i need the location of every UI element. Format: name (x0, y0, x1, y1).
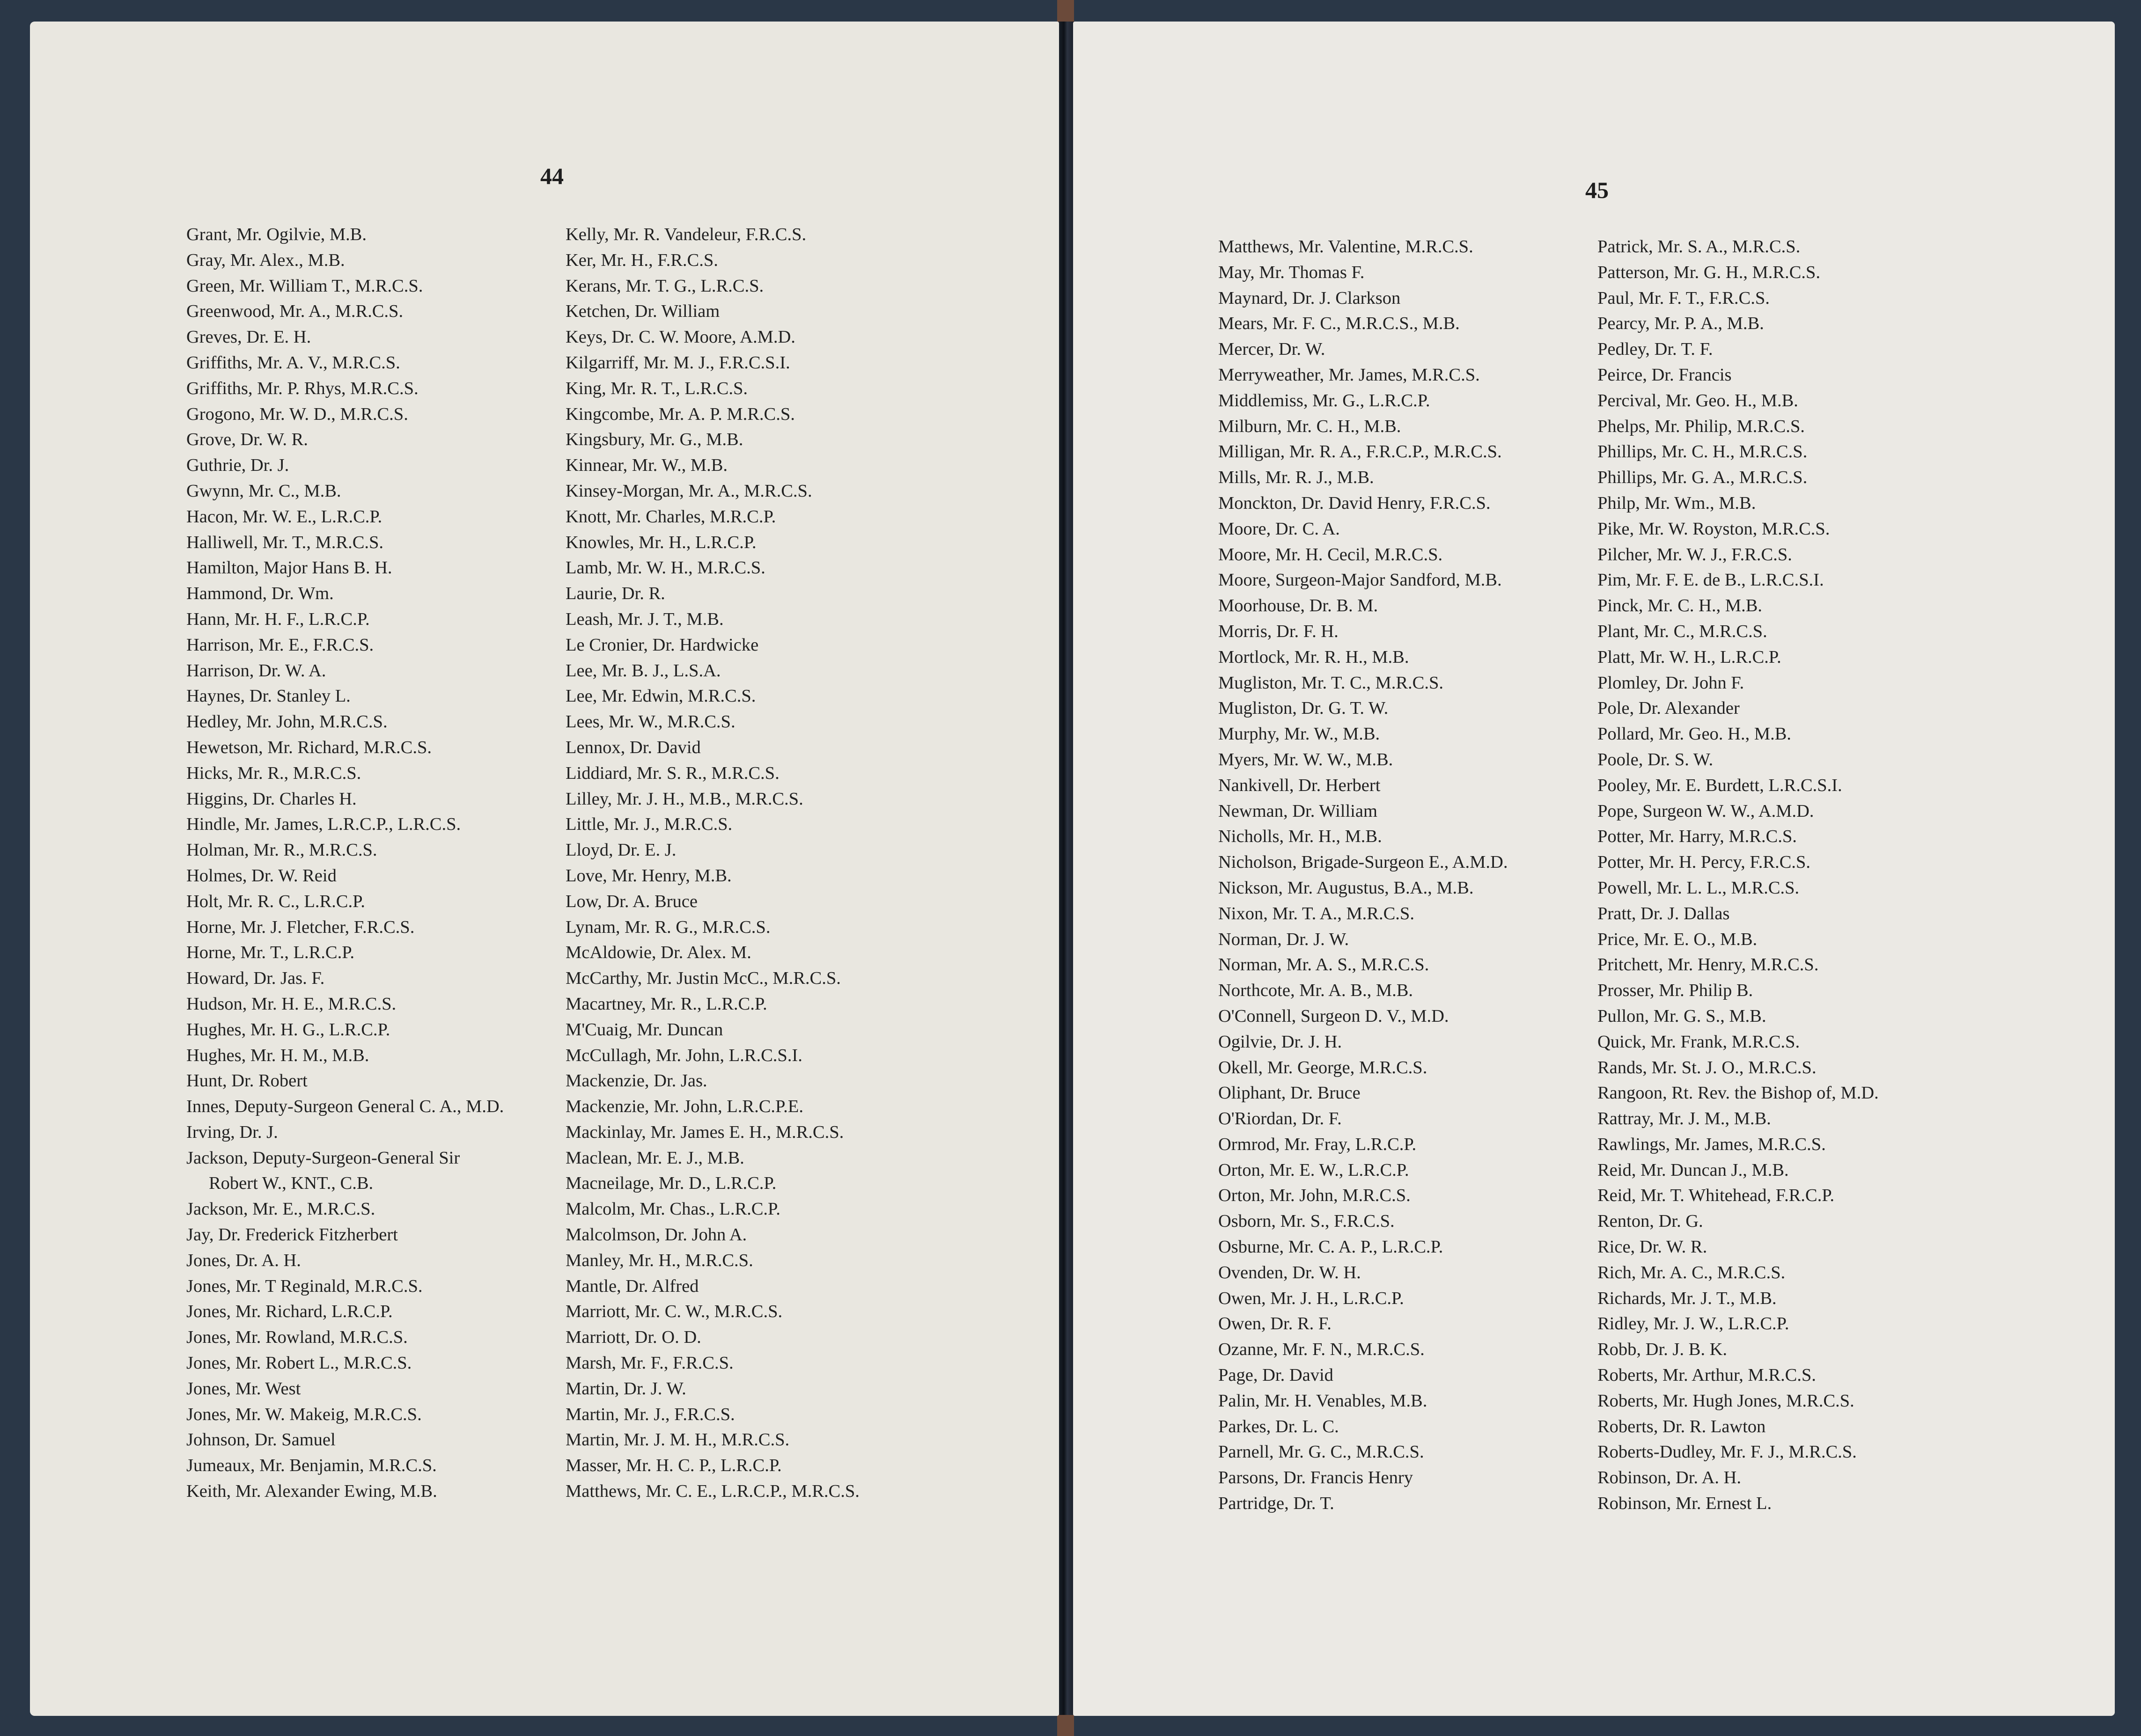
list-entry: Lamb, Mr. W. H., M.R.C.S. (566, 558, 765, 578)
list-entry: Liddiard, Mr. S. R., M.R.C.S. (566, 763, 780, 783)
list-entry: Monckton, Dr. David Henry, F.R.C.S. (1218, 493, 1491, 513)
list-entry: Marsh, Mr. F., F.R.C.S. (566, 1353, 734, 1373)
list-entry: Phillips, Mr. G. A., M.R.C.S. (1597, 468, 1808, 488)
list-entry: Rice, Dr. W. R. (1597, 1237, 1707, 1257)
list-entry: Marriott, Mr. C. W., M.R.C.S. (566, 1302, 783, 1322)
list-entry: Moore, Mr. H. Cecil, M.R.C.S. (1218, 544, 1443, 564)
list-entry: Hunt, Dr. Robert (186, 1071, 308, 1091)
list-entry: Quick, Mr. Frank, M.R.C.S. (1597, 1032, 1800, 1052)
list-entry: Poole, Dr. S. W. (1597, 749, 1714, 769)
list-entry: Pratt, Dr. J. Dallas (1597, 903, 1730, 923)
name-list-column-4 (1597, 234, 1879, 1516)
list-entry: Palin, Mr. H. Venables, M.B. (1218, 1391, 1427, 1411)
list-entry: McCarthy, Mr. Justin McC., M.R.C.S. (566, 968, 841, 989)
list-entry: Innes, Deputy-Surgeon General C. A., M.D. (186, 1097, 504, 1117)
list-entry: Pooley, Mr. E. Burdett, L.R.C.S.I. (1597, 775, 1842, 795)
list-entry: Ketchen, Dr. William (566, 301, 720, 322)
list-entry: Jones, Mr. Richard, L.R.C.P. (186, 1302, 393, 1322)
list-entry: Orton, Mr. John, M.R.C.S. (1218, 1186, 1411, 1206)
list-entry: Kerans, Mr. T. G., L.R.C.S. (566, 276, 764, 296)
list-entry: Roberts, Mr. Arthur, M.R.C.S. (1597, 1365, 1816, 1385)
list-entry: Middlemiss, Mr. G., L.R.C.P. (1218, 390, 1430, 410)
list-entry: Love, Mr. Henry, M.B. (566, 865, 732, 886)
list-entry: Pilcher, Mr. W. J., F.R.C.S. (1597, 544, 1792, 564)
list-entry: Horne, Mr. J. Fletcher, F.R.C.S. (186, 917, 415, 937)
list-entry: Pullon, Mr. G. S., M.B. (1597, 1006, 1766, 1026)
list-entry: Grant, Mr. Ogilvie, M.B. (186, 225, 367, 244)
list-entry: Okell, Mr. George, M.R.C.S. (1218, 1057, 1427, 1077)
list-entry: McAldowie, Dr. Alex. M. (566, 943, 751, 963)
list-entry: Knott, Mr. Charles, M.R.C.P. (566, 506, 776, 527)
list-entry: Robinson, Mr. Ernest L. (1597, 1494, 1772, 1514)
name-list-column-2 (566, 222, 860, 1504)
list-entry: Griffiths, Mr. P. Rhys, M.R.C.S. (186, 378, 419, 398)
list-entry: Renton, Dr. G. (1597, 1211, 1703, 1231)
list-entry: Holt, Mr. R. C., L.R.C.P. (186, 891, 365, 911)
list-entry: Matthews, Mr. Valentine, M.R.C.S. (1218, 237, 1473, 256)
list-entry: Jackson, Mr. E., M.R.C.S. (186, 1199, 375, 1219)
list-entry: Phillips, Mr. C. H., M.R.C.S. (1597, 442, 1808, 462)
list-entry: Prosser, Mr. Philip B. (1597, 981, 1753, 1001)
list-entry: Macartney, Mr. R., L.R.C.P. (566, 994, 767, 1014)
list-entry: Moore, Surgeon-Major Sandford, M.B. (1218, 570, 1502, 590)
list-entry: Haynes, Dr. Stanley L. (186, 686, 351, 706)
list-entry: Kinnear, Mr. W., M.B. (566, 455, 728, 476)
list-entry: Mackenzie, Dr. Jas. (566, 1071, 707, 1091)
list-entry: Milburn, Mr. C. H., M.B. (1218, 416, 1401, 436)
list-entry: Harrison, Dr. W. A. (186, 660, 326, 681)
list-entry: O'Riordan, Dr. F. (1218, 1109, 1342, 1129)
list-entry: Ozanne, Mr. F. N., M.R.C.S. (1218, 1340, 1425, 1360)
list-entry: Lee, Mr. Edwin, M.R.C.S. (566, 686, 756, 706)
list-entry: Pinck, Mr. C. H., M.B. (1597, 596, 1762, 616)
list-entry: Mantle, Dr. Alfred (566, 1276, 699, 1296)
list-entry: Hewetson, Mr. Richard, M.R.C.S. (186, 737, 432, 757)
list-entry: Pim, Mr. F. E. de B., L.R.C.S.I. (1597, 570, 1824, 590)
list-entry: Hughes, Mr. H. M., M.B. (186, 1045, 369, 1065)
list-entry: Martin, Mr. J., F.R.C.S. (566, 1404, 735, 1424)
list-entry: Parkes, Dr. L. C. (1218, 1416, 1339, 1436)
list-entry: Kingsbury, Mr. G., M.B. (566, 430, 743, 450)
list-entry: Owen, Dr. R. F. (1218, 1314, 1332, 1334)
list-entry: Hedley, Mr. John, M.R.C.S. (186, 712, 388, 732)
list-entry: King, Mr. R. T., L.R.C.S. (566, 378, 748, 398)
list-entry: Phelps, Mr. Philip, M.R.C.S. (1597, 416, 1805, 436)
list-entry: Malcolmson, Dr. John A. (566, 1225, 747, 1245)
list-entry: Pritchett, Mr. Henry, M.R.C.S. (1597, 955, 1819, 975)
list-entry: Robert W., KNT., C.B. (209, 1173, 374, 1194)
list-entry: Powell, Mr. L. L., M.R.C.S. (1597, 878, 1800, 898)
list-entry: Halliwell, Mr. T., M.R.C.S. (186, 532, 384, 552)
list-entry: Roberts, Dr. R. Lawton (1597, 1416, 1766, 1436)
list-entry: Merryweather, Mr. James, M.R.C.S. (1218, 365, 1480, 385)
list-entry: Rattray, Mr. J. M., M.B. (1597, 1109, 1771, 1129)
list-entry: Robb, Dr. J. B. K. (1597, 1340, 1728, 1360)
list-entry: Oliphant, Dr. Bruce (1218, 1083, 1361, 1103)
gutter-binding-strip-bottom (1057, 1715, 1074, 1736)
list-entry: Owen, Mr. J. H., L.R.C.P. (1218, 1288, 1404, 1308)
left-page (30, 22, 1059, 1716)
list-entry: Lloyd, Dr. E. J. (566, 840, 677, 860)
book-gutter (1057, 0, 1074, 1736)
list-entry: Maynard, Dr. J. Clarkson (1218, 288, 1401, 308)
list-entry: Marriott, Dr. O. D. (566, 1327, 701, 1348)
list-entry: Robinson, Dr. A. H. (1597, 1468, 1741, 1488)
list-entry: Pedley, Dr. T. F. (1597, 339, 1713, 359)
list-entry: Pearcy, Mr. P. A., M.B. (1597, 314, 1764, 334)
list-entry: Rands, Mr. St. J. O., M.R.C.S. (1597, 1057, 1817, 1077)
list-entry: Potter, Mr. Harry, M.R.C.S. (1597, 827, 1797, 847)
list-entry: Ogilvie, Dr. J. H. (1218, 1032, 1342, 1052)
list-entry: Pike, Mr. W. Royston, M.R.C.S. (1597, 519, 1830, 539)
list-entry: Kelly, Mr. R. Vandeleur, F.R.C.S. (566, 225, 807, 244)
list-entry: Gwynn, Mr. C., M.B. (186, 481, 341, 501)
list-entry: Green, Mr. William T., M.R.C.S. (186, 276, 423, 296)
list-entry: Mears, Mr. F. C., M.R.C.S., M.B. (1218, 314, 1460, 334)
page-number-left: 44 (540, 163, 564, 189)
list-entry: Lynam, Mr. R. G., M.R.C.S. (566, 917, 771, 937)
list-entry: Lennox, Dr. David (566, 737, 701, 757)
list-entry: Maclean, Mr. E. J., M.B. (566, 1148, 744, 1168)
list-entry: Lees, Mr. W., M.R.C.S. (566, 712, 736, 732)
list-entry: Plomley, Dr. John F. (1597, 673, 1744, 693)
list-entry: Nicholson, Brigade-Surgeon E., A.M.D. (1218, 852, 1508, 872)
list-entry: Kilgarriff, Mr. M. J., F.R.C.S.I. (566, 352, 790, 373)
list-entry: Howard, Dr. Jas. F. (186, 968, 325, 989)
list-entry: Lee, Mr. B. J., L.S.A. (566, 660, 721, 681)
list-entry: Jay, Dr. Frederick Fitzherbert (186, 1225, 398, 1245)
list-entry: Osburne, Mr. C. A. P., L.R.C.P. (1218, 1237, 1443, 1257)
list-entry: Grove, Dr. W. R. (186, 430, 308, 450)
list-entry: Page, Dr. David (1218, 1365, 1333, 1385)
list-entry: Laurie, Dr. R. (566, 584, 665, 604)
list-entry: Manley, Mr. H., M.R.C.S. (566, 1250, 753, 1270)
list-entry: Jones, Mr. T Reginald, M.R.C.S. (186, 1276, 423, 1296)
list-entry: Higgins, Dr. Charles H. (186, 789, 357, 809)
list-entry: Mercer, Dr. W. (1218, 339, 1325, 359)
list-entry: Moore, Dr. C. A. (1218, 519, 1340, 539)
list-entry: Pollard, Mr. Geo. H., M.B. (1597, 724, 1791, 744)
list-entry: Newman, Dr. William (1218, 801, 1377, 821)
list-entry: M'Cuaig, Mr. Duncan (566, 1019, 723, 1040)
list-entry: Rich, Mr. A. C., M.R.C.S. (1597, 1262, 1786, 1282)
list-entry: Hamilton, Major Hans B. H. (186, 558, 392, 578)
list-entry: Grogono, Mr. W. D., M.R.C.S. (186, 404, 408, 424)
list-entry: Mugliston, Dr. G. T. W. (1218, 698, 1389, 718)
list-entry: Keys, Dr. C. W. Moore, A.M.D. (566, 327, 795, 347)
list-entry: Pope, Surgeon W. W., A.M.D. (1597, 801, 1814, 821)
list-entry: Jones, Mr. West (186, 1378, 301, 1399)
list-entry: Mackenzie, Mr. John, L.R.C.P.E. (566, 1097, 803, 1117)
list-entry: Nickson, Mr. Augustus, B.A., M.B. (1218, 878, 1474, 898)
list-entry: Plant, Mr. C., M.R.C.S. (1597, 621, 1767, 641)
list-entry: Little, Mr. J., M.R.C.S. (566, 814, 733, 835)
list-entry: Holmes, Dr. W. Reid (186, 865, 337, 886)
list-entry: Jones, Mr. Rowland, M.R.C.S. (186, 1327, 408, 1348)
list-entry: Patterson, Mr. G. H., M.R.C.S. (1597, 262, 1820, 282)
list-entry: Pole, Dr. Alexander (1597, 698, 1740, 718)
list-entry: Kinsey-Morgan, Mr. A., M.R.C.S. (566, 481, 812, 501)
list-entry: Griffiths, Mr. A. V., M.R.C.S. (186, 352, 400, 373)
list-entry: Paul, Mr. F. T., F.R.C.S. (1597, 288, 1770, 308)
list-entry: Northcote, Mr. A. B., M.B. (1218, 981, 1413, 1001)
list-entry: Malcolm, Mr. Chas., L.R.C.P. (566, 1199, 780, 1219)
list-entry: Osborn, Mr. S., F.R.C.S. (1218, 1211, 1395, 1231)
list-entry: Irving, Dr. J. (186, 1122, 278, 1142)
list-entry: Gray, Mr. Alex., M.B. (186, 250, 345, 270)
list-entry: Le Cronier, Dr. Hardwicke (566, 635, 759, 655)
list-entry: Percival, Mr. Geo. H., M.B. (1597, 390, 1798, 410)
list-entry: Jumeaux, Mr. Benjamin, M.R.C.S. (186, 1456, 437, 1476)
list-entry: Leash, Mr. J. T., M.B. (566, 609, 724, 629)
list-entry: Reid, Mr. T. Whitehead, F.R.C.P. (1597, 1186, 1834, 1206)
list-entry: Jones, Mr. W. Makeig, M.R.C.S. (186, 1404, 422, 1424)
list-entry: Macneilage, Mr. D., L.R.C.P. (566, 1173, 777, 1194)
gutter-binding-strip-top (1057, 0, 1074, 22)
list-entry: Martin, Dr. J. W. (566, 1378, 686, 1399)
list-entry: Philp, Mr. Wm., M.B. (1597, 493, 1756, 513)
list-entry: Greves, Dr. E. H. (186, 327, 311, 347)
list-entry: Potter, Mr. H. Percy, F.R.C.S. (1597, 852, 1810, 872)
list-entry: Matthews, Mr. C. E., L.R.C.P., M.R.C.S. (566, 1481, 860, 1502)
list-entry: Guthrie, Dr. J. (186, 455, 289, 476)
list-entry: Richards, Mr. J. T., M.B. (1597, 1288, 1777, 1308)
page-number-right: 45 (1585, 177, 1609, 203)
list-entry: Norman, Dr. J. W. (1218, 929, 1349, 949)
list-entry: Price, Mr. E. O., M.B. (1597, 929, 1758, 949)
list-entry: Hicks, Mr. R., M.R.C.S. (186, 763, 361, 783)
list-entry: Mugliston, Mr. T. C., M.R.C.S. (1218, 673, 1444, 693)
list-entry: Kingcombe, Mr. A. P. M.R.C.S. (566, 404, 795, 424)
list-entry: Roberts-Dudley, Mr. F. J., M.R.C.S. (1597, 1442, 1857, 1462)
list-entry: Johnson, Dr. Samuel (186, 1430, 336, 1450)
list-entry: Jones, Dr. A. H. (186, 1250, 301, 1270)
list-entry: Mortlock, Mr. R. H., M.B. (1218, 647, 1409, 667)
list-entry: Hann, Mr. H. F., L.R.C.P. (186, 609, 370, 629)
list-entry: Parnell, Mr. G. C., M.R.C.S. (1218, 1442, 1424, 1462)
list-entry: Ovenden, Dr. W. H. (1218, 1262, 1361, 1282)
list-entry: Rawlings, Mr. James, M.R.C.S. (1597, 1134, 1826, 1154)
list-entry: Ker, Mr. H., F.R.C.S. (566, 250, 718, 270)
list-entry: May, Mr. Thomas F. (1218, 262, 1365, 282)
list-entry: Norman, Mr. A. S., M.R.C.S. (1218, 955, 1429, 975)
list-entry: Holman, Mr. R., M.R.C.S. (186, 840, 377, 860)
list-entry: Jones, Mr. Robert L., M.R.C.S. (186, 1353, 412, 1373)
list-entry: Hacon, Mr. W. E., L.R.C.P. (186, 506, 383, 527)
list-entry: Partridge, Dr. T. (1218, 1494, 1334, 1514)
list-entry: Harrison, Mr. E., F.R.C.S. (186, 635, 374, 655)
list-entry: Lilley, Mr. J. H., M.B., M.R.C.S. (566, 789, 803, 809)
list-entry: Moorhouse, Dr. B. M. (1218, 596, 1378, 616)
list-entry: Peirce, Dr. Francis (1597, 365, 1732, 385)
list-entry: Greenwood, Mr. A., M.R.C.S. (186, 301, 404, 322)
list-entry: Masser, Mr. H. C. P., L.R.C.P. (566, 1456, 782, 1476)
list-entry: Patrick, Mr. S. A., M.R.C.S. (1597, 237, 1801, 256)
list-entry: Hindle, Mr. James, L.R.C.P., L.R.C.S. (186, 814, 461, 835)
list-entry: Keith, Mr. Alexander Ewing, M.B. (186, 1481, 437, 1502)
list-entry: Murphy, Mr. W., M.B. (1218, 724, 1380, 744)
list-entry: Nixon, Mr. T. A., M.R.C.S. (1218, 903, 1414, 923)
list-entry: Martin, Mr. J. M. H., M.R.C.S. (566, 1430, 790, 1450)
list-entry: Low, Dr. A. Bruce (566, 891, 698, 911)
list-entry: Ormrod, Mr. Fray, L.R.C.P. (1218, 1134, 1417, 1154)
list-entry: Parsons, Dr. Francis Henry (1218, 1468, 1413, 1488)
list-entry: Hudson, Mr. H. E., M.R.C.S. (186, 994, 397, 1014)
list-entry: Myers, Mr. W. W., M.B. (1218, 749, 1393, 769)
list-entry: Mills, Mr. R. J., M.B. (1218, 468, 1374, 488)
list-entry: McCullagh, Mr. John, L.R.C.S.I. (566, 1045, 802, 1065)
list-entry: Hughes, Mr. H. G., L.R.C.P. (186, 1019, 390, 1040)
list-entry: Morris, Dr. F. H. (1218, 621, 1339, 641)
list-entry: Orton, Mr. E. W., L.R.C.P. (1218, 1160, 1409, 1180)
list-entry: Rangoon, Rt. Rev. the Bishop of, M.D. (1597, 1083, 1879, 1103)
list-entry: Hammond, Dr. Wm. (186, 584, 334, 604)
name-list-column-3 (1218, 234, 1508, 1516)
list-entry: Platt, Mr. W. H., L.R.C.P. (1597, 647, 1781, 667)
list-entry: Reid, Mr. Duncan J., M.B. (1597, 1160, 1789, 1180)
list-entry: Ridley, Mr. J. W., L.R.C.P. (1597, 1314, 1789, 1334)
list-entry: Nankivell, Dr. Herbert (1218, 775, 1381, 795)
list-entry: Nicholls, Mr. H., M.B. (1218, 827, 1382, 847)
list-entry: Jackson, Deputy-Surgeon-General Sir (186, 1148, 460, 1168)
list-entry: Knowles, Mr. H., L.R.C.P. (566, 532, 757, 552)
list-entry: Roberts, Mr. Hugh Jones, M.R.C.S. (1597, 1391, 1854, 1411)
list-entry: Mackinlay, Mr. James E. H., M.R.C.S. (566, 1122, 844, 1142)
list-entry: Horne, Mr. T., L.R.C.P. (186, 943, 355, 963)
list-entry: Milligan, Mr. R. A., F.R.C.P., M.R.C.S. (1218, 442, 1502, 462)
name-list-column-1 (186, 222, 504, 1504)
list-entry: O'Connell, Surgeon D. V., M.D. (1218, 1006, 1449, 1026)
